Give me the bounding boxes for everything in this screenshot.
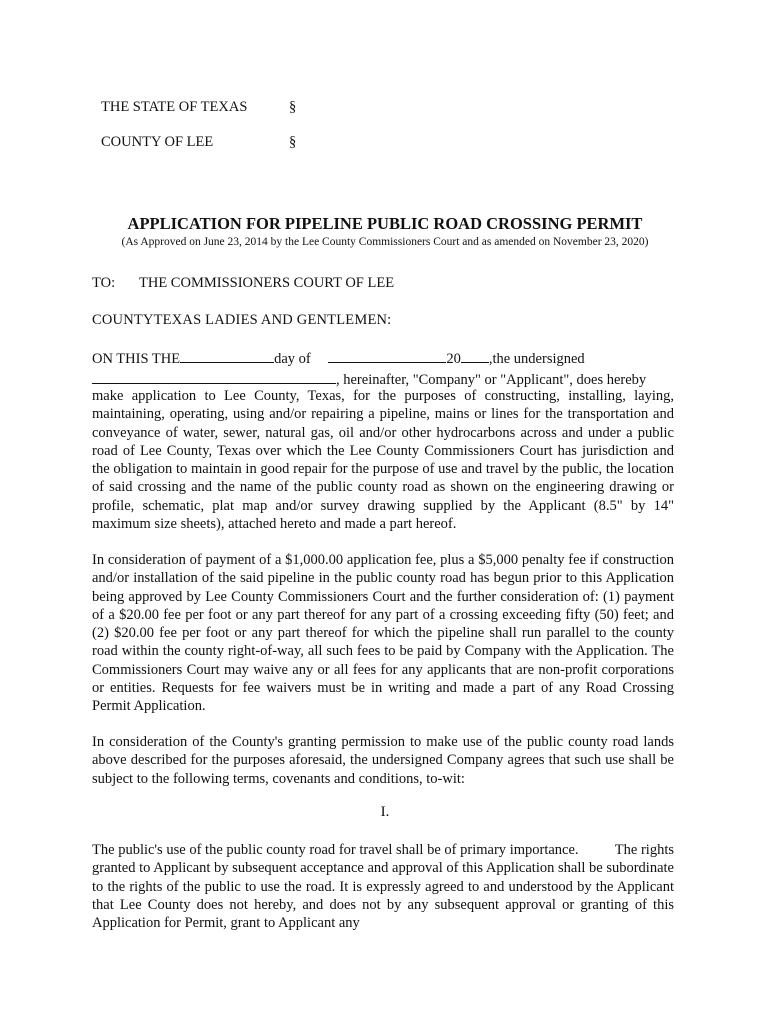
year-prefix-text: 20 — [446, 351, 461, 367]
company-name-blank[interactable] — [92, 369, 336, 384]
undersigned-text: ,the undersigned — [488, 351, 585, 367]
section-symbol: § — [289, 99, 297, 115]
section-one-paragraph: The public's use of the public county road for travel shall be of primary importance. The rights granted to Applicant by subsequent acceptance and approval of this Application shall be subordinate to the rights of the public to use the road. It is expressly agreed to and understood by the Applicant that Lee County does not hereby, and does not by any subsequent approval or granting of this Application for Permit, grant to Applicant any — [92, 842, 678, 932]
company-suffix-text: , hereinafter, "Company" or "Applicant", does hereby — [336, 372, 647, 388]
state-caption: THE STATE OF TEXAS — [101, 99, 248, 115]
day-blank[interactable] — [180, 348, 274, 363]
document-title: APPLICATION FOR PIPELINE PUBLIC ROAD CROSSING PERMIT — [127, 214, 643, 233]
salutation: COUNTYTEXAS LADIES AND GENTLEMEN: — [92, 312, 392, 328]
opening-line — [92, 348, 585, 368]
consideration-paragraph: In consideration of the County's granting permission to make use of the public county road lands above described for the purposes aforesaid, the undersigned Company agrees that such use shall be subject to the following terms, covenants and conditions, to-wit: — [92, 734, 674, 787]
opening-paragraph: make application to Lee County, Texas, for the purposes of constructing, installing, laying, maintaining, operating, using and/or repairing a pipeline, mains or lines for the transportation and conveyance of water, sewer, natural gas, oil and/or other hydrocarbons across and under a public road of Lee County, Texas over which the Lee County Commissioners Court has jurisdiction and the obligation to maintain in good repair for the purpose of use and travel by the public, the location of said crossing and the name of the public county road as shown on the engineering drawing or profile, schematic, plat map and/or survey drawing supplied by the Applicant (8.5" by 14" maximum size sheets), attached hereto and made a part hereof. — [92, 388, 674, 533]
month-blank[interactable] — [328, 348, 446, 363]
to-label: TO: — [92, 275, 116, 291]
year-blank[interactable] — [461, 348, 489, 363]
on-this-the-text: ON THIS THE — [92, 351, 181, 367]
day-of-text: day of — [274, 351, 311, 367]
document-subtitle: (As Approved on June 23, 2014 by the Lee County Commissioners Court and as amended on November 23, 2020) — [121, 236, 649, 248]
fees-paragraph: In consideration of payment of a $1,000.00 application fee, plus a $5,000 penalty fee if construction and/or installation of the said pipeline in the public county road has begun prior to this Application being approved by Lee County Commissioners Court and the further consideration of: (1) payment of a $20.00 fee per foot or any part thereof for any part of a crossing exceeding fifty (50) feet; and (2) $20.00 fee per foot or any part thereof for which the pipeline shall run parallel to the county road within the county right-of-way, all such fees to be paid by Company with the Application. The Commissioners Court may waive any or all fees for any applicants that are non-profit corporations or entities. Requests for fee waivers must be in writing and made a part of any Road Crossing Permit Application. — [92, 552, 674, 715]
section-symbol: § — [289, 134, 297, 150]
addressee-text: THE COMMISSIONERS COURT OF LEE — [139, 275, 395, 291]
company-line — [92, 369, 646, 389]
section-number: I. — [380, 804, 390, 820]
county-caption: COUNTY OF LEE — [101, 134, 214, 150]
